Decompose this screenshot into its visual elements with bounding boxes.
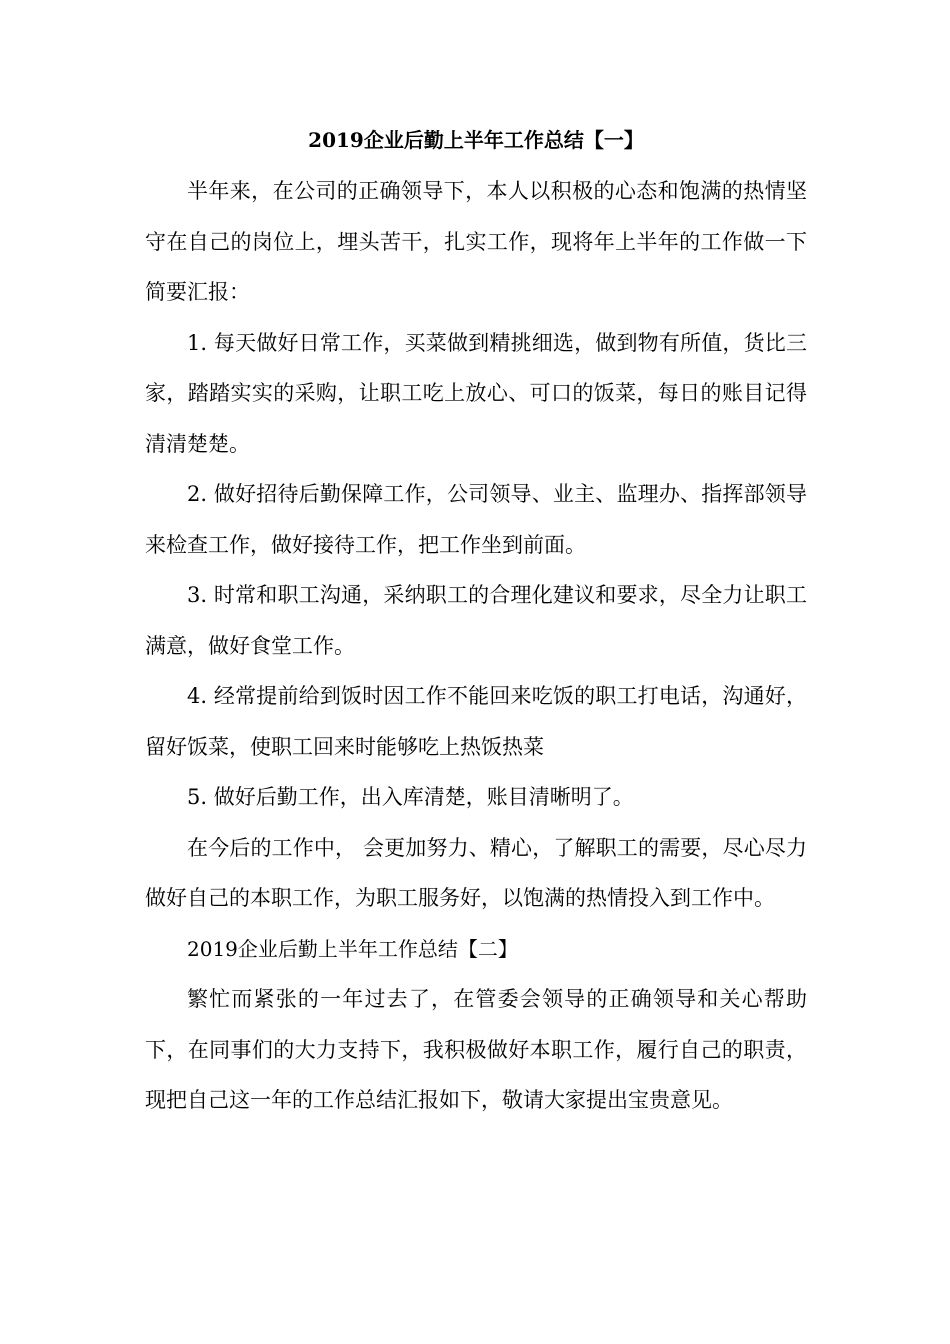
closing-paragraph: 在今后的工作中， 会更加努力、精心，了解职工的需要，尽心尽力做好自己的本职工作，为职工服务好，以饱满的热情投入到工作中。 <box>145 835 807 910</box>
section-2-intro-paragraph: 繁忙而紧张的一年过去了，在管委会领导的正确领导和关心帮助下，在同事们的大力支持下，我积极做好本职工作，履行自己的职责，现把自己这一年的工作总结汇报如下，敬请大家提出宝贵意见。 <box>145 987 807 1112</box>
document-title: 2019企业后勤上半年工作总结【一】 <box>308 128 644 152</box>
list-item-5: 5. 做好后勤工作，出入库清楚，账目清晰明了。 <box>187 785 634 809</box>
list-item-4: 4. 经常提前给到饭时因工作不能回来吃饭的职工打电话，沟通好，留好饭菜，使职工回来时能够吃上热饭热菜 <box>145 684 807 759</box>
section-2-heading: 2019企业后勤上半年工作总结【二】 <box>187 936 518 961</box>
list-item-2: 2. 做好招待后勤保障工作，公司领导、业主、监理办、指挥部领导来检查工作，做好接待工作，把工作坐到前面。 <box>145 482 807 557</box>
list-item-1: 1. 每天做好日常工作，买菜做到精挑细选，做到物有所值，货比三家，踏踏实实的采购，让职工吃上放心、可口的饭菜，每日的账目记得清清楚楚。 <box>145 330 807 456</box>
intro-paragraph: 半年来，在公司的正确领导下，本人以积极的心态和饱满的热情坚守在自己的岗位上，埋头苦干，扎实工作，现将年上半年的工作做一下简要汇报： <box>145 179 807 304</box>
list-item-3: 3. 时常和职工沟通，采纳职工的合理化建议和要求，尽全力让职工满意，做好食堂工作。 <box>145 583 807 658</box>
document-body <box>145 124 807 1126</box>
